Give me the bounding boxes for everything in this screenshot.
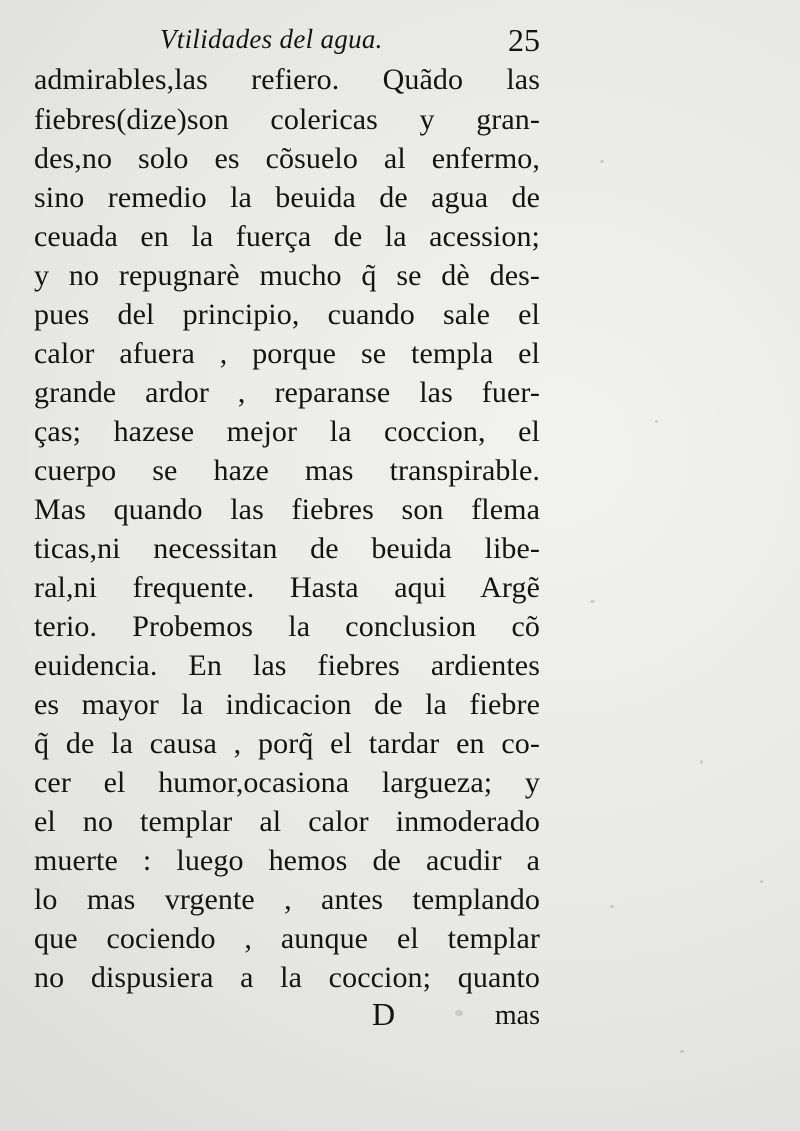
text-line: lo mas vrgente , antes templando [34, 883, 540, 916]
text-line: calor afuera , porque se templa el [34, 337, 540, 370]
page-footer [360, 994, 540, 1034]
text-line: no dispusiera a la coccion; quanto [34, 961, 540, 994]
text-line: Mas quando las fiebres son flema [34, 493, 540, 526]
text-line: terio. Probemos la conclusion cõ [34, 610, 540, 643]
text-line: pues del principio, cuando sale el [34, 298, 540, 331]
text-line: el no templar al calor inmoderado [34, 805, 540, 838]
text-line: ceuada en la fuerça de la acession; [34, 220, 540, 253]
text-line: euidencia. En las fiebres ardientes [34, 649, 540, 682]
running-title: Vtilidades del agua. [160, 24, 383, 54]
text-line: ral,ni frequente. Hasta aqui Argẽ [34, 571, 540, 604]
text-line: admirables,las refiero. Quãdo las [34, 63, 540, 96]
text-line: q̃ de la causa , porq̃ el tardar en co- [34, 727, 540, 760]
text-line: grande ardor , reparanse las fuer- [34, 376, 540, 409]
text-line: cer el humor,ocasiona largueza; y [34, 766, 540, 799]
text-line: y no repugnarè mucho q̃ se dè des- [34, 259, 540, 292]
text-line: ticas,ni necessitan de beuida libe- [34, 532, 540, 565]
text-line: cuerpo se haze mas transpirable. [34, 454, 540, 487]
text-line: des,no solo es cõsuelo al enfermo, [34, 142, 540, 175]
page-number: 25 [508, 22, 540, 58]
signature-mark: D [372, 996, 396, 1032]
catchword: mas [494, 1000, 540, 1031]
text-line: sino remedio la beuida de agua de [34, 181, 540, 214]
text-line: ças; hazese mejor la coccion, el [34, 415, 540, 448]
text-line: fiebres(dize)son colericas y gran- [34, 103, 540, 136]
text-line: muerte : luego hemos de acudir a [34, 844, 540, 877]
page-header [160, 18, 540, 60]
text-line: es mayor la indicacion de la fiebre [34, 688, 540, 721]
text-line: que cociendo , aunque el templar [34, 922, 540, 955]
